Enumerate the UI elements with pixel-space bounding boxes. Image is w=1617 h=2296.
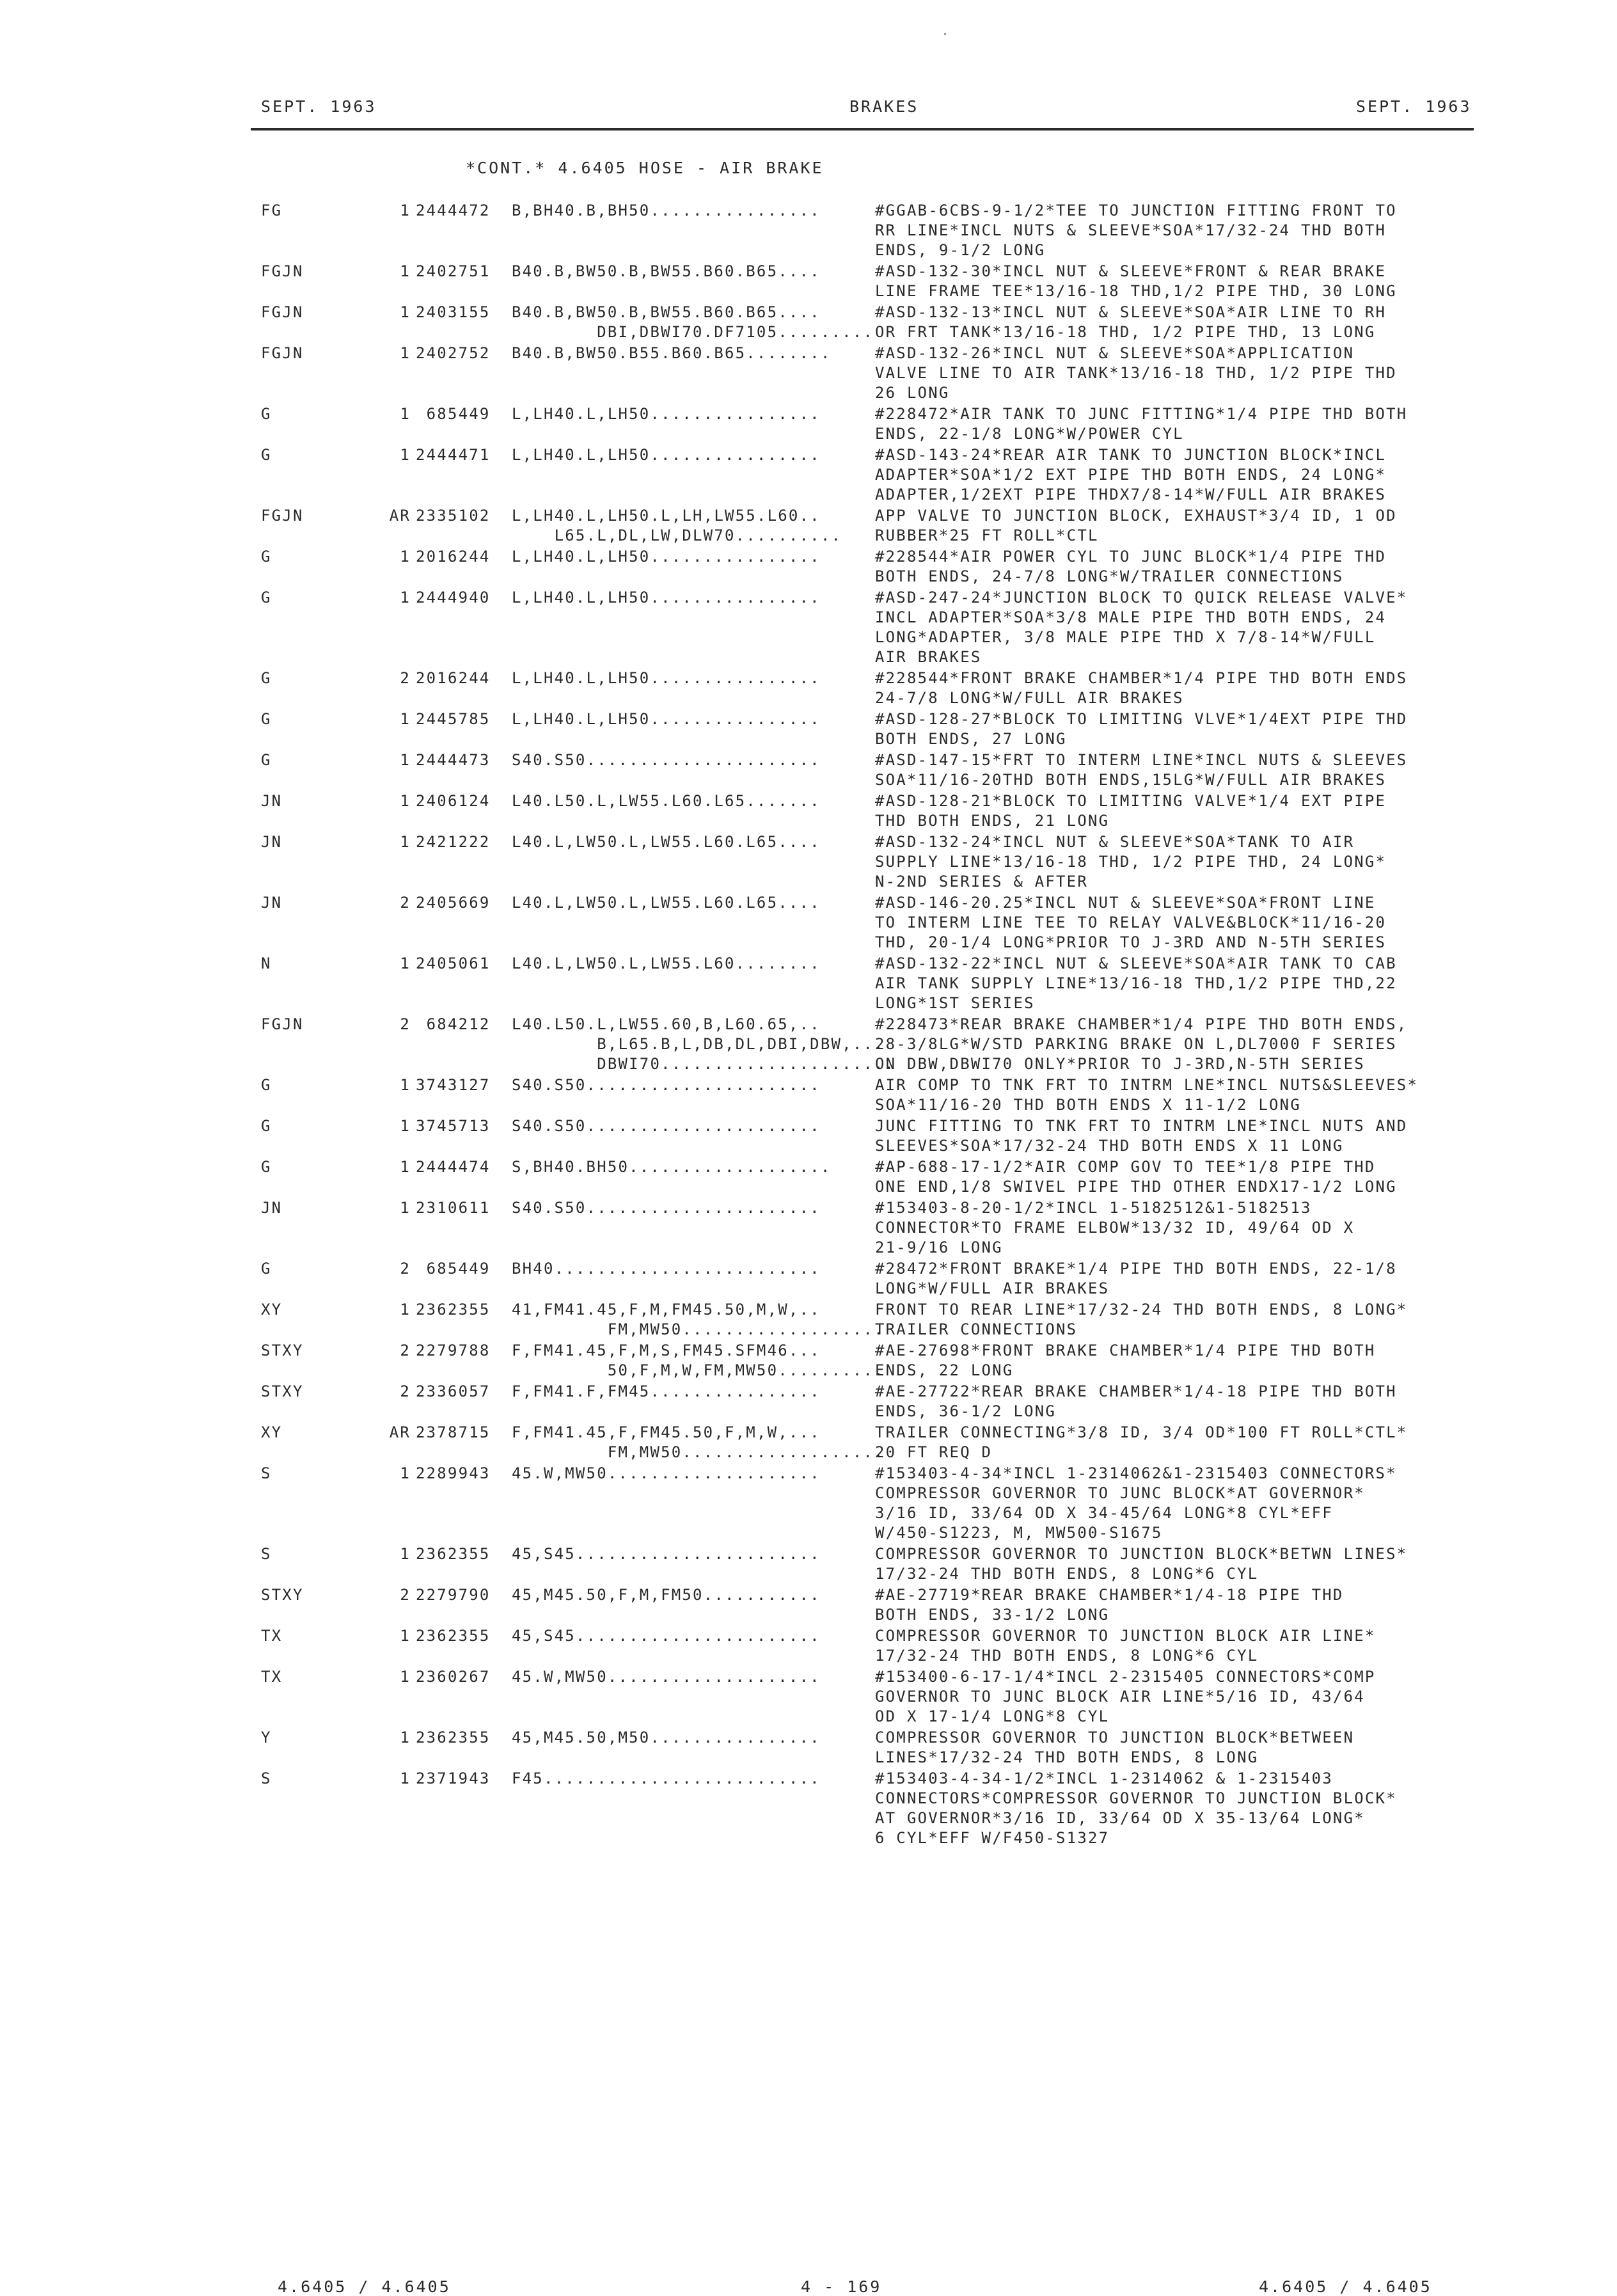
part-description: ENDS, 36-1/2 LONG: [875, 1402, 1057, 1420]
quantity: 1: [400, 405, 411, 423]
part-description: #AE-27722*REAR BRAKE CHAMBER*1/4-18 PIPE THD BOTH: [875, 1382, 1397, 1400]
part-description: 17/32-24 THD BOTH ENDS, 8 LONG*6 CYL: [875, 1565, 1259, 1583]
quantity: 2: [400, 894, 411, 912]
quantity: AR: [389, 1423, 411, 1441]
model-applicability: S40.S50......................: [512, 1199, 821, 1217]
part-description: CONNECTORS*COMPRESSOR GOVERNOR TO JUNCTION BLOCK*: [875, 1789, 1397, 1807]
part-description: #153403-4-34-1/2*INCL 1-2314062 & 1-2315403: [875, 1770, 1333, 1787]
model-applicability: 45,S45.......................: [512, 1627, 821, 1645]
part-number: 2310611: [416, 1199, 491, 1217]
part-number: 2371943: [416, 1770, 491, 1787]
part-number: 2016244: [416, 548, 491, 566]
model-applicability: L,LH40.L,LH50................: [512, 405, 821, 423]
model-code: FGJN: [261, 507, 304, 525]
model-applicability: 45,M45.50,M50................: [512, 1729, 821, 1746]
parts-row: [0, 954, 1617, 1013]
part-number: 2444940: [416, 589, 491, 606]
part-description: #ASD-247-24*JUNCTION BLOCK TO QUICK RELEASE VALVE*: [875, 589, 1408, 606]
model-code: STXY: [261, 1342, 304, 1359]
part-description: COMPRESSOR GOVERNOR TO JUNC BLOCK*AT GOVERNOR*: [875, 1484, 1365, 1502]
part-number: 2402751: [416, 262, 491, 280]
part-number: 2279790: [416, 1586, 491, 1604]
model-code: STXY: [261, 1586, 304, 1604]
part-description: #ASD-143-24*REAR AIR TANK TO JUNCTION BLOCK*INCL: [875, 446, 1387, 464]
part-number: 2336057: [416, 1382, 491, 1400]
model-code: TX: [261, 1668, 283, 1686]
part-description: INCL ADAPTER*SOA*3/8 MALE PIPE THD BOTH ENDS, 24: [875, 608, 1387, 626]
part-number: 2335102: [416, 507, 491, 525]
parts-row: [0, 588, 1617, 667]
header-rule: [251, 128, 1474, 131]
part-description: TO INTERM LINE TEE TO RELAY VALVE&BLOCK*11/16-20: [875, 914, 1387, 931]
parts-row: [0, 791, 1617, 831]
parts-row: [0, 1157, 1617, 1197]
model-applicability: L40.L50.L,LW55.L60.L65.......: [512, 792, 821, 810]
model-code: G: [261, 1076, 272, 1094]
part-description: #AE-27698*FRONT BRAKE CHAMBER*1/4 PIPE THD BOTH: [875, 1342, 1376, 1359]
part-description: 24-7/8 LONG*W/FULL AIR BRAKES: [875, 689, 1184, 707]
part-description: AIR BRAKES: [875, 648, 982, 666]
model-code: G: [261, 710, 272, 728]
part-description: #ASD-132-22*INCL NUT & SLEEVE*SOA*AIR TANK TO CAB: [875, 954, 1397, 972]
model-applicability: F,FM41.45,F,M,S,FM45.SFM46...: [512, 1342, 821, 1359]
quantity: 1: [400, 954, 411, 972]
part-description: AT GOVERNOR*3/16 ID, 33/64 OD X 35-13/64 LONG*: [875, 1809, 1365, 1827]
parts-row: [0, 1464, 1617, 1543]
parts-row: [0, 750, 1617, 790]
parts-row: [0, 1341, 1617, 1381]
model-applicability: B,BH40.B,BH50................: [512, 202, 821, 219]
model-applicability: B40.B,BW50.B,BW55.B60.B65....: [512, 262, 821, 280]
part-description: VALVE LINE TO AIR TANK*13/16-18 THD, 1/2 PIPE THD: [875, 364, 1397, 382]
quantity: 1: [400, 1627, 411, 1645]
part-description: BOTH ENDS, 33-1/2 LONG: [875, 1606, 1110, 1624]
model-applicability: L,LH40.L,LH50................: [512, 548, 821, 566]
parts-row: [0, 404, 1617, 444]
part-number: 2362355: [416, 1545, 491, 1563]
part-description: #ASD-132-24*INCL NUT & SLEEVE*SOA*TANK TO AIR: [875, 833, 1355, 851]
model-applicability: L40.L,LW50.L,LW55.L60.L65....: [512, 833, 821, 851]
model-applicability: 45.W,MW50....................: [512, 1464, 821, 1482]
parts-row: [0, 1626, 1617, 1666]
model-code: FGJN: [261, 262, 304, 280]
model-applicability: S40.S50......................: [512, 1076, 821, 1094]
model-code: Y: [261, 1729, 272, 1746]
parts-row: [0, 547, 1617, 587]
part-description: COMPRESSOR GOVERNOR TO JUNCTION BLOCK*BETWN LINES*: [875, 1545, 1408, 1563]
part-description: BOTH ENDS, 24-7/8 LONG*W/TRAILER CONNECTIONS: [875, 567, 1344, 585]
part-description: ENDS, 9-1/2 LONG: [875, 241, 1046, 259]
parts-row: [0, 1585, 1617, 1625]
part-number: 685449: [416, 1260, 491, 1278]
part-description: #GGAB-6CBS-9-1/2*TEE TO JUNCTION FITTING FRONT TO: [875, 202, 1397, 219]
quantity: 1: [400, 589, 411, 606]
parts-row: [0, 1423, 1617, 1462]
model-code: S: [261, 1464, 272, 1482]
part-description: #ASD-128-21*BLOCK TO LIMITING VALVE*1/4 EXT PIPE: [875, 792, 1387, 810]
part-description: 28-3/8LG*W/STD PARKING BRAKE ON L,DL7000 F SERIES: [875, 1035, 1397, 1053]
part-description: #228544*FRONT BRAKE CHAMBER*1/4 PIPE THD BOTH ENDS: [875, 669, 1408, 687]
parts-row: [0, 1075, 1617, 1115]
parts-row: [0, 1116, 1617, 1156]
quantity: 2: [400, 1342, 411, 1359]
quantity: 1: [400, 1117, 411, 1135]
part-number: 2360267: [416, 1668, 491, 1686]
model-applicability: B,L65.B,L,DB,DL,DBI,DBW,...: [512, 1035, 885, 1053]
quantity: 1: [400, 1729, 411, 1746]
model-applicability: L40.L,LW50.L,LW55.L60.L65....: [512, 894, 821, 912]
model-applicability: L40.L50.L,LW55.60,B,L60.65,..: [512, 1015, 821, 1033]
parts-row: [0, 303, 1617, 342]
quantity: 1: [400, 202, 411, 219]
part-description: LONG*ADAPTER, 3/8 MALE PIPE THD X 7/8-14*W/FULL: [875, 628, 1376, 646]
part-description: THD, 20-1/4 LONG*PRIOR TO J-3RD AND N-5TH SERIES: [875, 933, 1387, 951]
model-code: G: [261, 1117, 272, 1135]
part-description: SLEEVES*SOA*17/32-24 THD BOTH ENDS X 11 LONG: [875, 1137, 1344, 1155]
parts-row: [0, 1382, 1617, 1421]
quantity: 1: [400, 1158, 411, 1176]
parts-row: [0, 709, 1617, 749]
parts-row: [0, 1667, 1617, 1727]
parts-row: [0, 1544, 1617, 1584]
quantity: 1: [400, 792, 411, 810]
model-code: G: [261, 446, 272, 464]
part-description: 3/16 ID, 33/64 OD X 34-45/64 LONG*8 CYL*EFF: [875, 1504, 1333, 1522]
quantity: 1: [400, 1301, 411, 1318]
part-description: LINES*17/32-24 THD BOTH ENDS, 8 LONG: [875, 1748, 1259, 1766]
quantity: 1: [400, 1199, 411, 1217]
part-number: 2445785: [416, 710, 491, 728]
part-number: 2289943: [416, 1464, 491, 1482]
part-description: 17/32-24 THD BOTH ENDS, 8 LONG*6 CYL: [875, 1647, 1259, 1665]
model-code: G: [261, 669, 272, 687]
quantity: 2: [400, 669, 411, 687]
quantity: 1: [400, 446, 411, 464]
quantity: 1: [400, 751, 411, 769]
part-number: 2362355: [416, 1627, 491, 1645]
quantity: 1: [400, 833, 411, 851]
model-applicability: B40.B,BW50.B55.B60.B65........: [512, 344, 832, 362]
part-description: ON DBW,DBWI70 ONLY*PRIOR TO J-3RD,N-5TH SERIES: [875, 1055, 1365, 1073]
model-applicability: DBWI70......................: [512, 1055, 895, 1073]
part-number: 2362355: [416, 1301, 491, 1318]
quantity: 1: [400, 1668, 411, 1686]
quantity: 1: [400, 262, 411, 280]
part-number: 2016244: [416, 669, 491, 687]
model-applicability: DBI,DBWI70.DF7105.........: [512, 323, 874, 341]
part-number: 684212: [416, 1015, 491, 1033]
model-applicability: FM,MW50...................: [512, 1443, 885, 1461]
model-code: JN: [261, 833, 283, 851]
part-description: OD X 17-1/4 LONG*8 CYL: [875, 1707, 1110, 1725]
part-description: #228472*AIR TANK TO JUNC FITTING*1/4 PIPE THD BOTH: [875, 405, 1408, 423]
part-description: #ASD-146-20.25*INCL NUT & SLEEVE*SOA*FRONT LINE: [875, 894, 1376, 912]
quantity: 1: [400, 303, 411, 321]
model-applicability: 45,M45.50,F,M,FM50...........: [512, 1586, 821, 1604]
model-code: N: [261, 954, 272, 972]
parts-row: [0, 506, 1617, 546]
part-description: AIR TANK SUPPLY LINE*13/16-18 THD,1/2 PIPE THD,22: [875, 974, 1397, 992]
part-description: #153403-4-34*INCL 1-2314062&1-2315403 CONNECTORS*: [875, 1464, 1397, 1482]
model-applicability: B40.B,BW50.B,BW55.B60.B65....: [512, 303, 821, 321]
model-code: FGJN: [261, 303, 304, 321]
part-description: AIR COMP TO TNK FRT TO INTRM LNE*INCL NUTS&SLEEVES*: [875, 1076, 1419, 1094]
model-code: JN: [261, 894, 283, 912]
model-code: G: [261, 589, 272, 606]
model-applicability: S,BH40.BH50...................: [512, 1158, 832, 1176]
quantity: 1: [400, 548, 411, 566]
part-number: 2402752: [416, 344, 491, 362]
part-description: APP VALVE TO JUNCTION BLOCK, EXHAUST*3/4 ID, 1 OD: [875, 507, 1397, 525]
part-description: #153400-6-17-1/4*INCL 2-2315405 CONNECTORS*COMP: [875, 1668, 1376, 1686]
part-number: 2444473: [416, 751, 491, 769]
parts-row: [0, 201, 1617, 260]
part-description: ENDS, 22 LONG: [875, 1361, 1014, 1379]
parts-row: [0, 1198, 1617, 1258]
part-description: TRAILER CONNECTIONS: [875, 1320, 1078, 1338]
part-number: 685449: [416, 405, 491, 423]
part-description: N-2ND SERIES & AFTER: [875, 873, 1088, 891]
quantity: 1: [400, 1770, 411, 1787]
model-applicability: S40.S50......................: [512, 751, 821, 769]
quantity: 2: [400, 1586, 411, 1604]
part-description: #153403-8-20-1/2*INCL 1-5182512&1-5182513: [875, 1199, 1312, 1217]
model-applicability: 50,F,M,W,FM,MW50..........: [512, 1361, 885, 1379]
parts-row: [0, 669, 1617, 708]
part-number: 2279788: [416, 1342, 491, 1359]
model-code: G: [261, 1260, 272, 1278]
model-applicability: 45,S45.......................: [512, 1545, 821, 1563]
model-code: S: [261, 1545, 272, 1563]
model-code: G: [261, 548, 272, 566]
part-description: COMPRESSOR GOVERNOR TO JUNCTION BLOCK AIR LINE*: [875, 1627, 1376, 1645]
part-description: SOA*11/16-20THD BOTH ENDS,15LG*W/FULL AIR BRAKES: [875, 771, 1387, 789]
part-description: BOTH ENDS, 27 LONG: [875, 730, 1067, 748]
part-description: FRONT TO REAR LINE*17/32-24 THD BOTH ENDS, 8 LONG*: [875, 1301, 1408, 1318]
model-applicability: L,LH40.L,LH50................: [512, 589, 821, 606]
quantity: 1: [400, 1076, 411, 1094]
model-applicability: F,FM41.F,FM45................: [512, 1382, 821, 1400]
model-applicability: L,LH40.L,LH50................: [512, 669, 821, 687]
part-number: 2362355: [416, 1729, 491, 1746]
scan-speck: [944, 33, 946, 35]
quantity: 1: [400, 1545, 411, 1563]
part-description: ENDS, 22-1/8 LONG*W/POWER CYL: [875, 425, 1184, 443]
part-description: #ASD-132-13*INCL NUT & SLEEVE*SOA*AIR LINE TO RH: [875, 303, 1387, 321]
part-description: W/450-S1223, M, MW500-S1675: [875, 1524, 1163, 1542]
header-date-left: SEPT. 1963: [261, 97, 377, 116]
model-code: XY: [261, 1423, 283, 1441]
part-number: 2405061: [416, 954, 491, 972]
part-description: 20 FT REQ D: [875, 1443, 993, 1461]
part-number: 2444471: [416, 446, 491, 464]
quantity: 1: [400, 710, 411, 728]
parts-row: [0, 1728, 1617, 1768]
part-description: TRAILER CONNECTING*3/8 ID, 3/4 OD*100 FT ROLL*CTL*: [875, 1423, 1408, 1441]
model-applicability: F45..........................: [512, 1770, 821, 1787]
quantity: AR: [389, 507, 411, 525]
part-description: #ASD-132-26*INCL NUT & SLEEVE*SOA*APPLICATION: [875, 344, 1355, 362]
part-description: #AP-688-17-1/2*AIR COMP GOV TO TEE*1/8 PIPE THD: [875, 1158, 1376, 1176]
quantity: 2: [400, 1260, 411, 1278]
part-description: OR FRT TANK*13/16-18 THD, 1/2 PIPE THD, 13 LONG: [875, 323, 1376, 341]
footer-ref-left: 4.6405 / 4.6405: [278, 2277, 451, 2296]
part-description: LONG*W/FULL AIR BRAKES: [875, 1279, 1110, 1297]
parts-row: [0, 893, 1617, 953]
model-code: JN: [261, 792, 283, 810]
part-description: SOA*11/16-20 THD BOTH ENDS X 11-1/2 LONG: [875, 1096, 1301, 1114]
part-number: 2378715: [416, 1423, 491, 1441]
model-code: FGJN: [261, 1015, 304, 1033]
part-description: JUNC FITTING TO TNK FRT TO INTRM LNE*INCL NUTS AND: [875, 1117, 1408, 1135]
parts-row: [0, 1769, 1617, 1848]
model-code: XY: [261, 1301, 283, 1318]
model-applicability: L40.L,LW50.L,LW55.L60........: [512, 954, 821, 972]
part-description: GOVERNOR TO JUNC BLOCK AIR LINE*5/16 ID, 43/64: [875, 1688, 1365, 1706]
part-description: LINE FRAME TEE*13/16-18 THD,1/2 PIPE THD, 30 LONG: [875, 282, 1397, 300]
part-number: 2421222: [416, 833, 491, 851]
page-number: 4 - 169: [801, 2277, 882, 2296]
model-code: G: [261, 1158, 272, 1176]
quantity: 1: [400, 344, 411, 362]
quantity: 2: [400, 1382, 411, 1400]
part-description: LONG*1ST SERIES: [875, 994, 1035, 1012]
part-description: THD BOTH ENDS, 21 LONG: [875, 812, 1110, 830]
part-description: #ASD-132-30*INCL NUT & SLEEVE*FRONT & REAR BRAKE: [875, 262, 1387, 280]
model-applicability: L,LH40.L,LH50................: [512, 446, 821, 464]
model-code: G: [261, 751, 272, 769]
header-date-right: SEPT. 1963: [1356, 97, 1472, 116]
part-description: #28472*FRONT BRAKE*1/4 PIPE THD BOTH ENDS, 22-1/8: [875, 1260, 1397, 1278]
part-number: 3745713: [416, 1117, 491, 1135]
parts-row: [0, 1259, 1617, 1299]
model-applicability: BH40.........................: [512, 1260, 821, 1278]
part-description: 21-9/16 LONG: [875, 1239, 1003, 1256]
part-description: #228544*AIR POWER CYL TO JUNC BLOCK*1/4 PIPE THD: [875, 548, 1387, 566]
part-description: ADAPTER,1/2EXT PIPE THDX7/8-14*W/FULL AIR BRAKES: [875, 486, 1387, 503]
parts-row: [0, 445, 1617, 505]
part-number: 2405669: [416, 894, 491, 912]
quantity: 1: [400, 1464, 411, 1482]
model-applicability: 45.W,MW50....................: [512, 1668, 821, 1686]
part-description: #AE-27719*REAR BRAKE CHAMBER*1/4-18 PIPE THD: [875, 1586, 1344, 1604]
part-description: ADAPTER*SOA*1/2 EXT PIPE THD BOTH ENDS, 24 LONG*: [875, 466, 1387, 484]
part-description: RR LINE*INCL NUTS & SLEEVE*SOA*17/32-24 THD BOTH: [875, 221, 1387, 239]
part-number: 2403155: [416, 303, 491, 321]
footer-ref-right: 4.6405 / 4.6405: [1259, 2277, 1432, 2296]
model-applicability: S40.S50......................: [512, 1117, 821, 1135]
model-code: TX: [261, 1627, 283, 1645]
model-code: S: [261, 1770, 272, 1787]
model-applicability: L,LH40.L,LH50................: [512, 710, 821, 728]
part-description: #228473*REAR BRAKE CHAMBER*1/4 PIPE THD BOTH ENDS,: [875, 1015, 1408, 1033]
part-description: 26 LONG: [875, 384, 950, 402]
parts-row: [0, 832, 1617, 892]
part-number: 2406124: [416, 792, 491, 810]
model-applicability: F,FM41.45,F,FM45.50,F,M,W,...: [512, 1423, 821, 1441]
part-description: ONE END,1/8 SWIVEL PIPE THD OTHER ENDX17-1/2 LONG: [875, 1178, 1397, 1196]
part-description: 6 CYL*EFF W/F450-S1327: [875, 1829, 1110, 1847]
part-description: #ASD-147-15*FRT TO INTERM LINE*INCL NUTS & SLEEVES: [875, 751, 1408, 769]
model-applicability: FM,MW50...................: [512, 1320, 885, 1338]
parts-list: [0, 201, 1617, 1848]
model-applicability: L65.L,DL,LW,DLW70..........: [512, 526, 842, 544]
part-number: 2444474: [416, 1158, 491, 1176]
parts-row: [0, 1015, 1617, 1074]
model-code: FGJN: [261, 344, 304, 362]
section-heading: *CONT.* 4.6405 HOSE - AIR BRAKE: [466, 159, 824, 177]
part-description: CONNECTOR*TO FRAME ELBOW*13/32 ID, 49/64 OD X: [875, 1219, 1355, 1237]
model-code: JN: [261, 1199, 283, 1217]
part-number: 2444472: [416, 202, 491, 219]
header-section-title: BRAKES: [849, 97, 919, 116]
part-description: #ASD-128-27*BLOCK TO LIMITING VLVE*1/4EXT PIPE THD: [875, 710, 1408, 728]
part-description: COMPRESSOR GOVERNOR TO JUNCTION BLOCK*BETWEEN: [875, 1729, 1355, 1746]
quantity: 2: [400, 1015, 411, 1033]
model-code: STXY: [261, 1382, 304, 1400]
parts-row: [0, 344, 1617, 403]
model-applicability: 41,FM41.45,F,M,FM45.50,M,W,..: [512, 1301, 821, 1318]
parts-row: [0, 262, 1617, 301]
part-description: SUPPLY LINE*13/16-18 THD, 1/2 PIPE THD, 24 LONG*: [875, 853, 1387, 871]
part-number: 3743127: [416, 1076, 491, 1094]
model-code: G: [261, 405, 272, 423]
model-code: FG: [261, 202, 283, 219]
model-applicability: L,LH40.L,LH50.L,LH,LW55.L60..: [512, 507, 821, 525]
part-description: RUBBER*25 FT ROLL*CTL: [875, 526, 1099, 544]
parts-row: [0, 1300, 1617, 1340]
